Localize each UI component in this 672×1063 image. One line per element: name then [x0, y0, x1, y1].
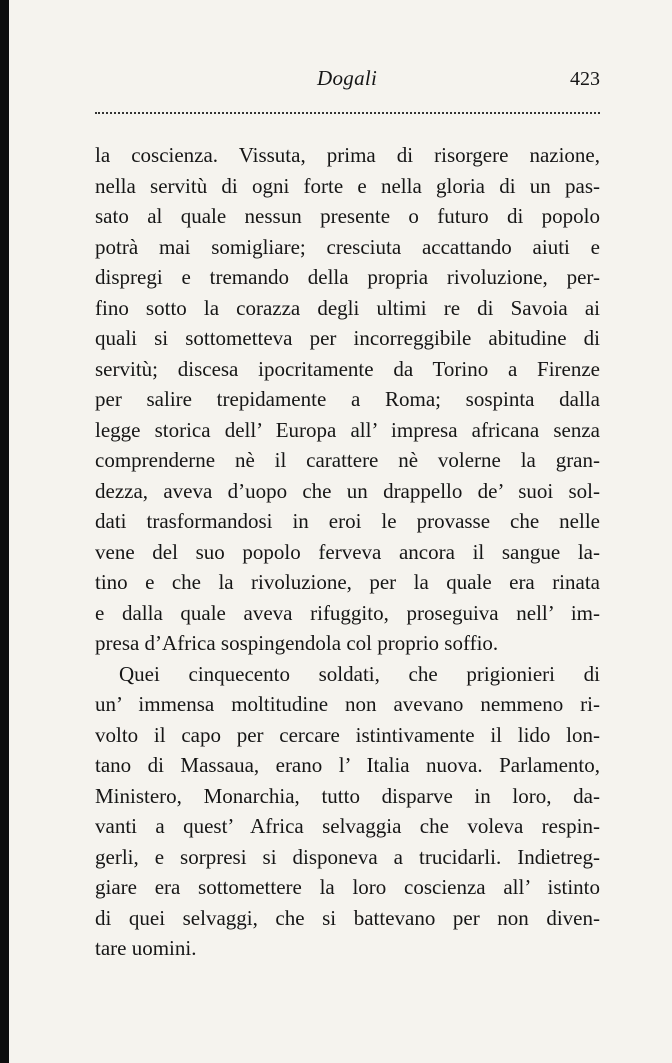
- text-line: Ministero, Monarchia, tutto disparve in loro, da-: [95, 783, 600, 808]
- text-line: nella servitù di ogni forte e nella gloria di un pas-: [95, 173, 600, 198]
- page-number: 423: [570, 68, 600, 90]
- text-line: vanti a quest’ Africa selvaggia che voleva respin-: [95, 814, 600, 838]
- binding-shadow: [0, 0, 9, 1063]
- text-line: volto il capo per cercare istintivamente il lido lon-: [95, 722, 600, 747]
- text-line: fino sotto la corazza degli ultimi re di Savoia ai: [95, 295, 600, 320]
- text-line: gerli, e sorpresi si disponeva a trucidarli. Indietreg-: [95, 844, 600, 869]
- text-line: tano di Massaua, erano l’ Italia nuova. Parlamento,: [95, 753, 600, 777]
- text-line: sato al quale nessun presente o futuro di popolo: [95, 204, 600, 228]
- text-line: e dalla quale aveva rifuggito, proseguiva nell’ im-: [95, 600, 600, 625]
- text-line: presa d’Africa sospingendola col proprio soffio.: [95, 631, 499, 655]
- text-line: vene del suo popolo ferveva ancora il sangue la-: [95, 539, 600, 564]
- text-line: tare uomini.: [95, 936, 197, 960]
- text-line: tino e che la rivoluzione, per la quale era rinata: [95, 570, 600, 594]
- text-line: quali si sottometteva per incorreggibile abitudine di: [95, 326, 600, 350]
- text-line: la coscienza. Vissuta, prima di risorgere nazione,: [95, 143, 600, 167]
- running-title: Dogali: [317, 66, 378, 90]
- text-line: legge storica dell’ Europa all’ impresa africana senza: [95, 417, 600, 442]
- text-line: per salire trepidamente a Roma; sospinta dalla: [95, 387, 600, 411]
- text-line: dati trasformandosi in eroi le provasse che nelle: [95, 509, 600, 533]
- body-text: [95, 140, 600, 964]
- text-line: servitù; discesa ipocritamente da Torino a Firenze: [95, 356, 600, 381]
- header-rule: [95, 112, 600, 114]
- page-header: [95, 66, 600, 98]
- text-line: dispregi e tremando della propria rivoluzione, per-: [95, 265, 600, 289]
- text-line: giare era sottomettere la loro coscienza all’ istinto: [95, 875, 600, 899]
- text-line: Quei cinquecento soldati, che prigionieri di: [119, 661, 600, 686]
- text-line: potrà mai somigliare; cresciuta accattando aiuti e: [95, 234, 600, 259]
- text-line: dezza, aveva d’uopo che un drappello de’ suoi sol-: [95, 478, 600, 503]
- text-line: un’ immensa moltitudine non avevano nemmeno ri-: [95, 692, 600, 716]
- text-line: di quei selvaggi, che si battevano per non diven-: [95, 905, 600, 930]
- text-line: comprenderne nè il carattere nè volerne la gran-: [95, 448, 600, 472]
